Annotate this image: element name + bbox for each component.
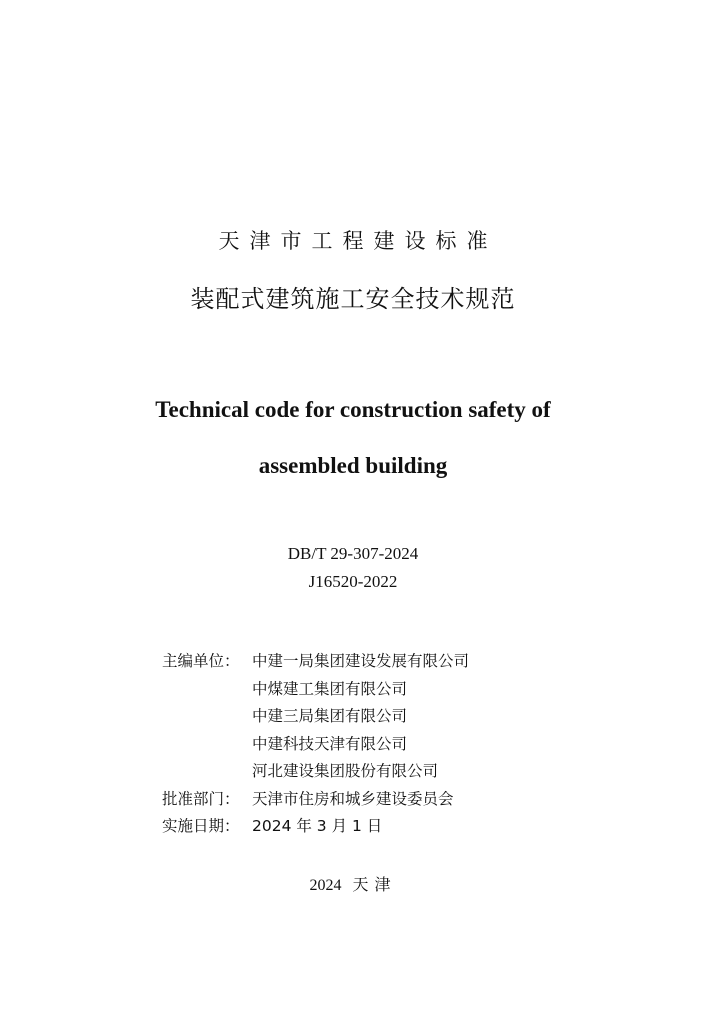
- standard-number: DB/T 29-307-2024: [287, 544, 419, 563]
- footer-year: 2024: [309, 877, 342, 894]
- effective-date-row: [162, 813, 469, 841]
- approver-value: 天津市住房和城乡建设委员会: [252, 789, 454, 808]
- document-title-chinese: 装配式建筑施工安全技术规范: [190, 285, 516, 313]
- editor-item: 河北建设集团股份有限公司: [252, 762, 439, 780]
- editor-item: 中建一局集团建设发展有限公司: [252, 652, 470, 670]
- editor-list: [252, 648, 469, 786]
- editor-label: 主编单位：: [162, 652, 240, 670]
- record-number: J16520-2022: [308, 572, 398, 591]
- editor-item: 中煤建工集团有限公司: [252, 679, 408, 698]
- document-title-english-line-1: Technical code for construction safety of: [155, 397, 551, 422]
- editor-item: 中建科技天津有限公司: [252, 734, 408, 753]
- document-title-english-line-2: assembled building: [258, 453, 448, 478]
- effective-date-label: 实施日期：: [162, 817, 240, 835]
- publication-info: [162, 648, 469, 841]
- editor-item: 中建三局集团有限公司: [252, 707, 408, 725]
- effective-date-value: 2024 年 3 月 1 日: [252, 817, 383, 835]
- editor-row: [162, 648, 469, 786]
- standard-series-title: 天津市工程建设标准: [218, 229, 498, 253]
- approver-label: 批准部门：: [162, 789, 240, 808]
- approver-row: [162, 786, 469, 814]
- footer-imprint: [0, 874, 706, 897]
- footer-city: 天津: [352, 875, 397, 894]
